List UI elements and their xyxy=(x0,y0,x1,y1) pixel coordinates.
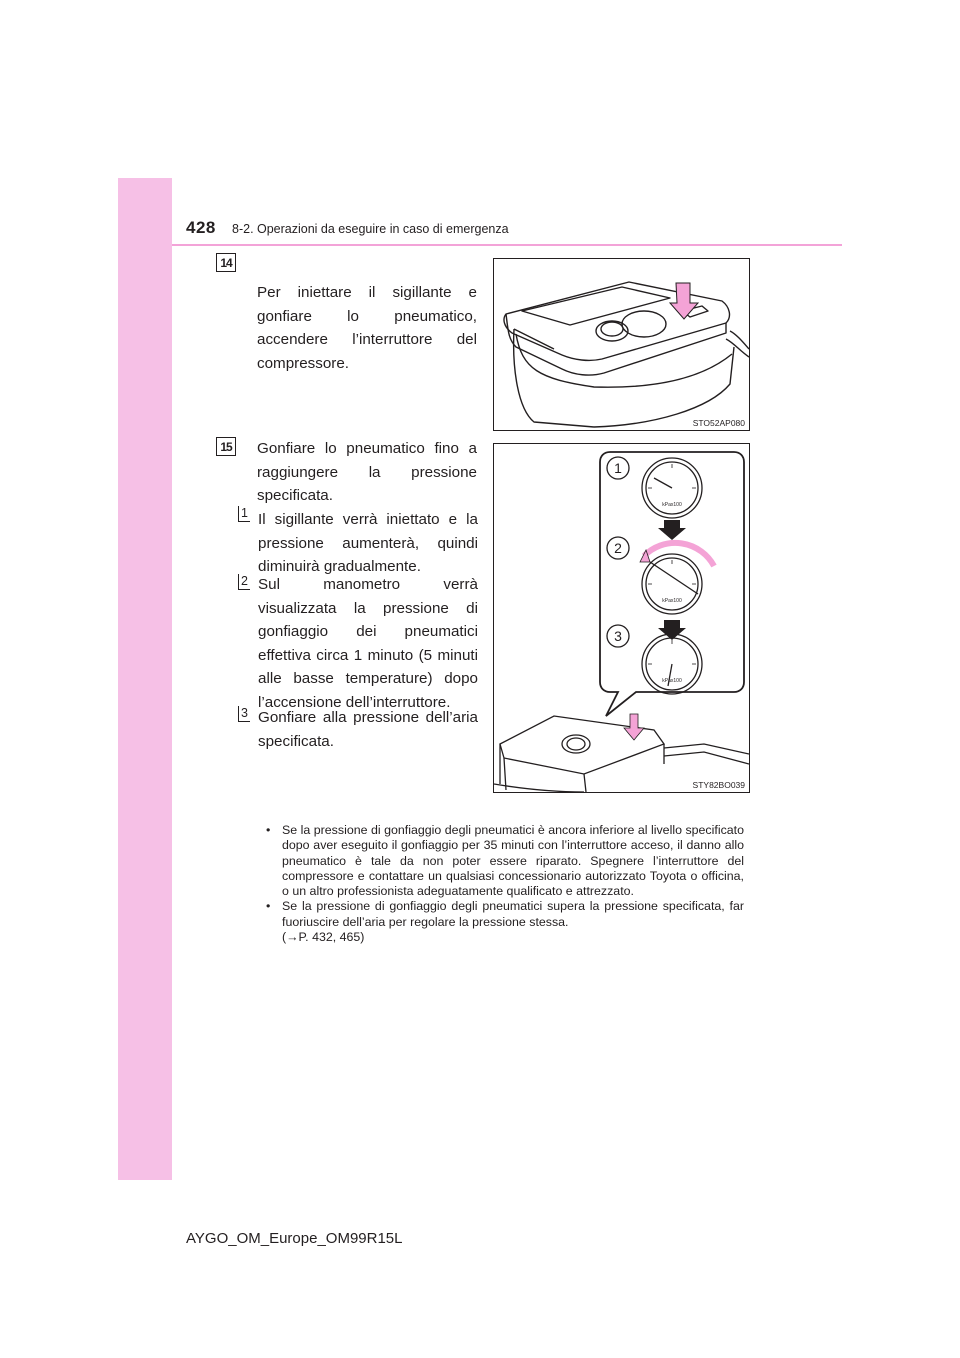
step-badge-14: 14 xyxy=(216,253,236,272)
figure-code: STO52AP080 xyxy=(692,418,745,428)
sidebar-band xyxy=(118,178,172,1180)
substep-badge-3: 3 xyxy=(238,706,250,722)
substep-2-text: Sul manometro verrà visualizzata la pressione di gonfiaggio dei pneumatici effettiva circa 1 minuto (5 minuti alle basse temperature) dopo l’accensione dell’interruttore. xyxy=(258,576,478,711)
header-rule xyxy=(172,244,842,246)
step-15-text: Gonfiare lo pneumatico fino a raggiungere la pressione specificata. xyxy=(257,440,477,504)
gauge-sequence-illustration xyxy=(494,444,749,792)
gauge-unit-3: kPax100 xyxy=(662,678,682,684)
compressor-illustration xyxy=(494,259,749,430)
note-bullet: • xyxy=(266,899,271,914)
note-item xyxy=(266,899,744,945)
gauge-unit-2: kPax100 xyxy=(662,598,682,604)
pressure-gauge-figure xyxy=(493,443,750,793)
figure-label-1: 1 xyxy=(614,460,622,476)
footer-doc-code: AYGO_OM_Europe_OM99R15L xyxy=(186,1230,403,1247)
step-14-text: Per iniettare il sigillante e gonfiare lo pneumatico, accendere l’interruttore del compressore. xyxy=(257,284,477,372)
gauge-unit-1: kPax100 xyxy=(662,502,682,508)
page-reference-link[interactable]: (→P. 432, 465) xyxy=(282,930,365,945)
substep-badge-1: 1 xyxy=(238,506,250,522)
figure-label-3: 3 xyxy=(614,628,622,644)
notes-block xyxy=(266,823,744,945)
substep-badge-2: 2 xyxy=(238,574,250,590)
note-bullet: • xyxy=(266,823,271,837)
note-item xyxy=(266,823,744,899)
note-text: Se la pressione di gonfiaggio degli pneumatici è ancora inferiore al livello specificato dopo aver eseguito il gonfiaggio per 35 minuti con l’interruttore acceso, il danno allo pneumatico è tale da non poter essere riparato. Spegnere l’interruttore del compressore e contattare un qualsiasi concessionario autorizzato Toyota o officina, o un altro professionista adeguatamente qualificato e attrezzato. xyxy=(282,823,744,899)
compressor-figure xyxy=(493,258,750,431)
figure-label-2: 2 xyxy=(614,540,622,556)
substep-1-text: Il sigillante verrà iniettato e la pressione aumenterà, quindi diminuirà gradualmente. xyxy=(258,511,478,575)
note-text: Se la pressione di gonfiaggio degli pneumatici supera la pressione specificata, far fuoriuscire dell’aria per regolare la pressione stessa. xyxy=(282,899,744,929)
step-badge-15: 15 xyxy=(216,437,236,456)
page-number: 428 xyxy=(186,218,216,237)
substep-3-text: Gonfiare alla pressione dell’aria specificata. xyxy=(258,709,478,750)
section-title: 8-2. Operazioni da eseguire in caso di emergenza xyxy=(232,222,509,236)
figure-code: STY82BO039 xyxy=(692,780,745,790)
